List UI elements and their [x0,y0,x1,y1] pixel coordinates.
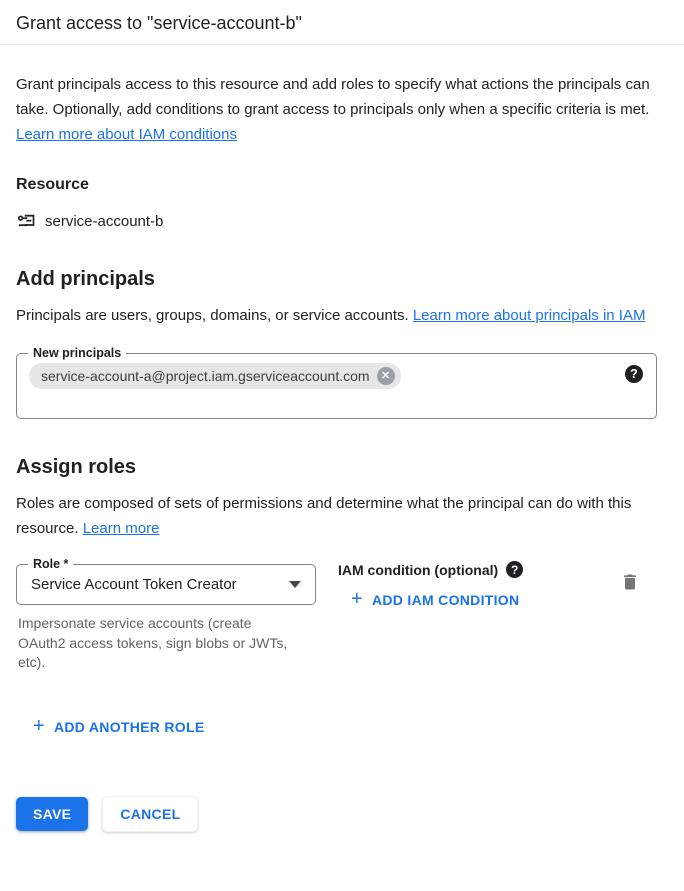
delete-role-button[interactable] [620,571,640,593]
add-iam-condition-label: ADD IAM CONDITION [371,592,520,608]
condition-help-icon[interactable]: ? [506,561,523,578]
add-principals-desc-text: Principals are users, groups, domains, or service accounts. [16,307,413,324]
assign-roles-desc-text: Roles are composed of sets of permissions and determine what the principal can do with this resource. [16,495,632,537]
resource-row [16,211,668,231]
add-another-role-button[interactable] [33,714,205,737]
principals-help-icon[interactable]: ? [625,365,643,383]
role-description: Impersonate service accounts (create OAuth2 access tokens, sign blobs or JWTs, etc). [18,615,288,670]
dialog-header [0,0,684,45]
add-role-row [16,714,668,737]
plus-icon: + [33,714,45,737]
new-principals-label: New principals [28,345,126,362]
intro-text: Grant principals access to this resource and add roles to specify what actions the principals can take. Optionally, add conditions to grant access to principals only when a specific criteria is met. [16,76,650,118]
resource-heading: Resource [16,176,89,193]
principal-chip-value: service-account-a@project.iam.gserviceaccount.com [41,368,370,384]
trash-column [620,564,668,598]
dialog-body [0,72,684,832]
role-row [16,557,668,673]
condition-column [338,561,608,610]
add-principals-description [16,303,666,328]
dialog-actions [16,796,668,832]
learn-more-iam-conditions-link[interactable]: Learn more about IAM conditions [16,126,237,143]
add-principals-heading: Add principals [16,268,155,290]
role-select[interactable] [16,557,316,605]
intro-paragraph [16,72,666,147]
role-selected-value: Service Account Token Creator [31,576,237,593]
delete-icon [620,571,640,593]
condition-label-row [338,561,608,578]
assign-roles-heading: Assign roles [16,456,137,478]
add-iam-condition-button[interactable] [351,588,520,610]
cancel-button[interactable]: CANCEL [102,796,198,832]
add-another-role-label: ADD ANOTHER ROLE [53,718,205,735]
principal-chip [29,363,401,389]
save-button[interactable]: SAVE [16,797,88,831]
new-principals-field[interactable] [16,346,657,419]
resource-name: service-account-b [45,212,164,230]
chip-remove-icon[interactable]: ✕ [377,367,395,385]
learn-more-principals-link[interactable]: Learn more about principals in IAM [412,307,646,324]
role-select-label: Role * [28,556,73,573]
dialog-title: Grant access to "service-account-b" [16,13,302,33]
plus-icon: + [351,588,363,610]
role-column [16,557,316,673]
chevron-down-icon [289,581,301,588]
learn-more-roles-link[interactable]: Learn more [82,520,160,537]
assign-roles-description [16,491,666,541]
condition-label: IAM condition (optional) [338,561,499,578]
service-account-icon [16,211,36,231]
